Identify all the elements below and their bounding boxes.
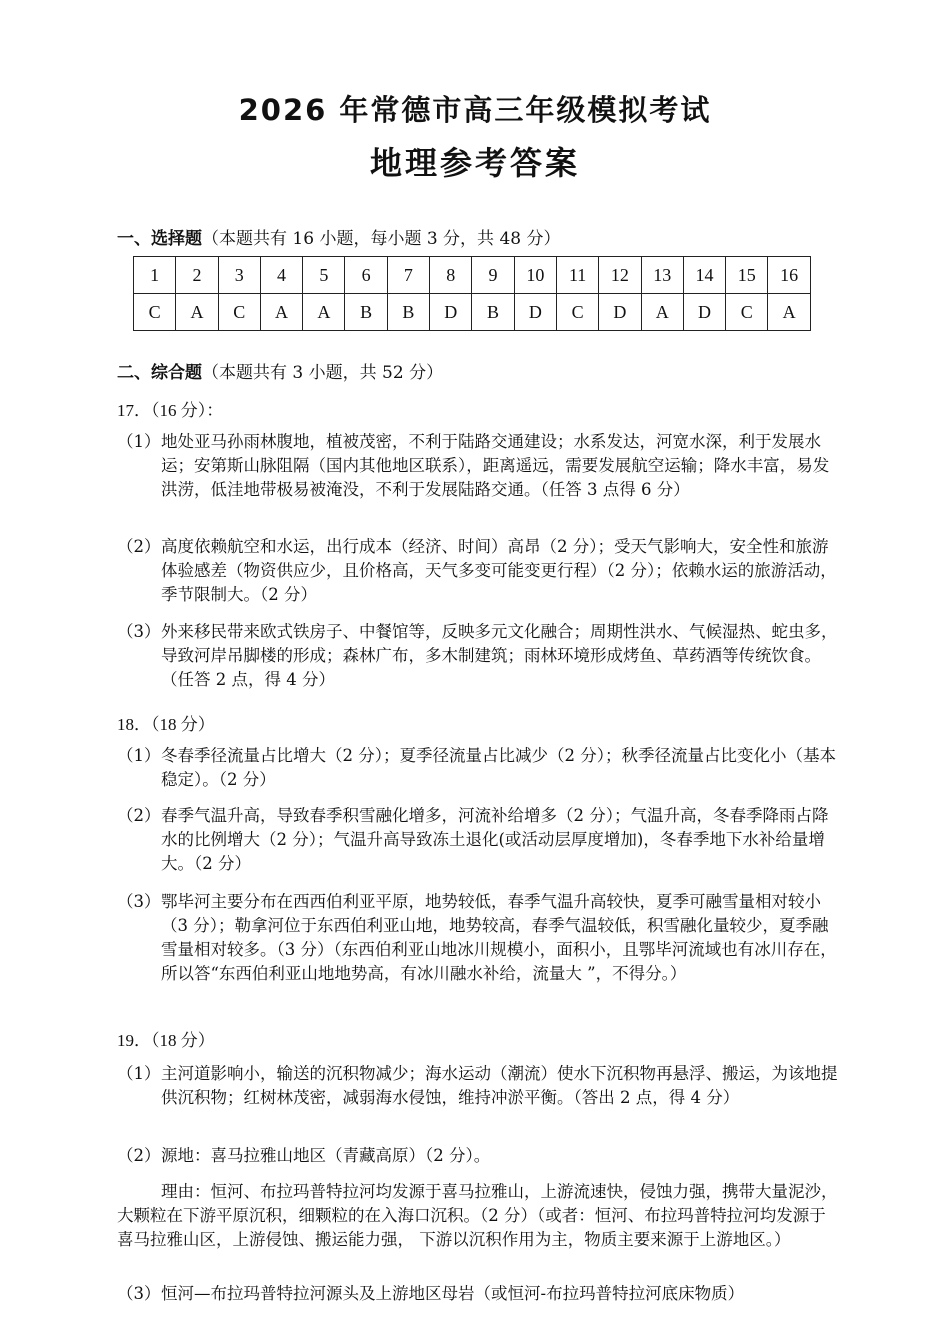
answer-table-numbers-row [134, 257, 811, 294]
q19-answer-1 [117, 1062, 842, 1110]
table-cell: 1 [134, 257, 176, 294]
table-cell: A [303, 294, 345, 331]
item-text: 源地：喜马拉雅山地区（青藏高原）（2 分）。 [161, 1146, 491, 1165]
item-number: （3） [117, 892, 161, 911]
item-number: （1） [117, 1064, 161, 1083]
item-number: （3） [117, 1284, 161, 1303]
table-cell: C [556, 294, 598, 331]
table-cell: 13 [641, 257, 683, 294]
table-cell: 5 [303, 257, 345, 294]
section1-heading: 一、选择题 [117, 229, 202, 249]
item-number: （1） [117, 432, 161, 451]
q19-answer-3 [117, 1282, 842, 1306]
table-cell: D [683, 294, 725, 331]
table-cell: 11 [556, 257, 598, 294]
q17-answer-3 [117, 620, 842, 692]
item-text: 恒河—布拉玛普特拉河源头及上游地区母岩（或恒河-布拉玛普特拉河底床物质） [161, 1284, 745, 1303]
q18-answer-1 [117, 744, 842, 792]
item-text: 高度依赖航空和水运，出行成本（经济、时间）高昂（2 分）；受天气影响大，安全性和旅游体验感差（物资供应少，且价格高，天气多变可能变更行程）（2 分）；依赖水运的旅游活动，季节限制大。（2 分） [161, 537, 837, 604]
table-cell: 4 [260, 257, 302, 294]
answer-table-answers-row [134, 294, 811, 331]
table-cell: A [768, 294, 810, 331]
item-number: （2） [117, 1146, 161, 1165]
q19-reason: 理由：恒河、布拉玛普特拉河均发源于喜马拉雅山，上游流速快，侵蚀力强，携带大量泥沙，大颗粒在下游平原沉积，细颗粒的在入海口沉积。（2 分）（或者：恒河、布拉玛普特拉河均发源于喜马拉雅山区，上游侵蚀、搬运能力强， 下游以沉积作用为主，物质主要来源于上游地区。） [117, 1182, 838, 1249]
table-cell: 8 [430, 257, 472, 294]
table-cell: C [726, 294, 768, 331]
table-cell: A [260, 294, 302, 331]
item-number: （3） [117, 622, 161, 641]
table-cell: B [472, 294, 514, 331]
table-cell: B [345, 294, 387, 331]
item-text: 冬春季径流量占比增大（2 分）；夏季径流量占比减少（2 分）；秋季径流量占比变化小（基本稳定）。（2 分） [161, 746, 836, 789]
table-cell: 2 [176, 257, 218, 294]
q18-label: 18．（18 分） [117, 715, 215, 734]
table-cell: 3 [218, 257, 260, 294]
table-cell: D [430, 294, 472, 331]
item-text: 鄂毕河主要分布在西西伯利亚平原，地势较低，春季气温升高较快，夏季可融雪量相对较小（3 分）；勒拿河位于东西伯利亚山地，地势较高，春季气温较低，积雪融化量较少，夏季融雪量相对较多。（3 分）（东西伯利亚山地冰川规模小，面积小，且鄂毕河流域也有冰川存在，所以答“东西伯利亚山地地势高，有冰川融水补给，流量大 ”，不得分。） [161, 892, 837, 983]
table-cell: C [134, 294, 176, 331]
exam-subtitle: 地理参考答案 [369, 144, 580, 182]
section1-note: （本题共有 16 小题，每小题 3 分，共 48 分） [202, 229, 561, 249]
table-cell: D [599, 294, 641, 331]
item-number: （2） [117, 806, 161, 825]
table-cell: A [176, 294, 218, 331]
section2-heading: 二、综合题 [117, 363, 202, 383]
q18-answer-2 [117, 804, 842, 876]
table-cell: 6 [345, 257, 387, 294]
section1-header [117, 224, 561, 249]
item-text: 主河道影响小，输送的沉积物减少；海水运动（潮流）使水下沉积物再悬浮、搬运，为该地提供沉积物；红树林茂密，减弱海水侵蚀，维持冲淤平衡。（答出 2 点，得 4 分） [161, 1064, 838, 1107]
q19-answer-2 [117, 1144, 842, 1168]
table-cell: 15 [726, 257, 768, 294]
table-cell: C [218, 294, 260, 331]
item-number: （2） [117, 537, 161, 556]
table-cell: 12 [599, 257, 641, 294]
q17-answer-1 [117, 430, 842, 502]
q18-answer-3 [117, 890, 842, 986]
table-cell: 14 [683, 257, 725, 294]
table-cell: 10 [514, 257, 556, 294]
item-text: 地处亚马孙雨林腹地，植被茂密，不利于陆路交通建设；水系发达，河宽水深，利于发展水运；安第斯山脉阻隔（国内其他地区联系），距离遥远，需要发展航空运输；降水丰富，易发洪涝，低洼地带极易被淹没，不利于发展陆路交通。（任答 3 点得 6 分） [161, 432, 830, 499]
table-cell: 9 [472, 257, 514, 294]
item-text: 春季气温升高，导致春季积雪融化增多，河流补给增多（2 分）；气温升高，冬春季降雨占降水的比例增大（2 分）；气温升高导致冻土退化(或活动层厚度增加)，冬春季地下水补给量增大。（2 分） [161, 806, 829, 873]
table-cell: A [641, 294, 683, 331]
q19-label: 19．（18 分） [117, 1031, 215, 1050]
table-cell: 7 [387, 257, 429, 294]
table-cell: B [387, 294, 429, 331]
table-cell: 16 [768, 257, 810, 294]
answer-table [133, 256, 811, 331]
section2-note: （本题共有 3 小题，共 52 分） [202, 363, 444, 383]
q17-label: 17．（16 分）： [117, 401, 224, 420]
table-cell: D [514, 294, 556, 331]
section2-header [117, 358, 443, 383]
item-number: （1） [117, 746, 161, 765]
q17-answer-2 [117, 535, 842, 607]
item-text: 外来移民带来欧式铁房子、中餐馆等，反映多元文化融合；周期性洪水、气候湿热、蛇虫多，导致河岸吊脚楼的形成；森林广布，多木制建筑；雨林环境形成烤鱼、草药酒等传统饮食。（任答 2 点，得 4 分） [161, 622, 838, 689]
exam-title: 2026 年常德市高三年级模拟考试 [238, 93, 712, 127]
